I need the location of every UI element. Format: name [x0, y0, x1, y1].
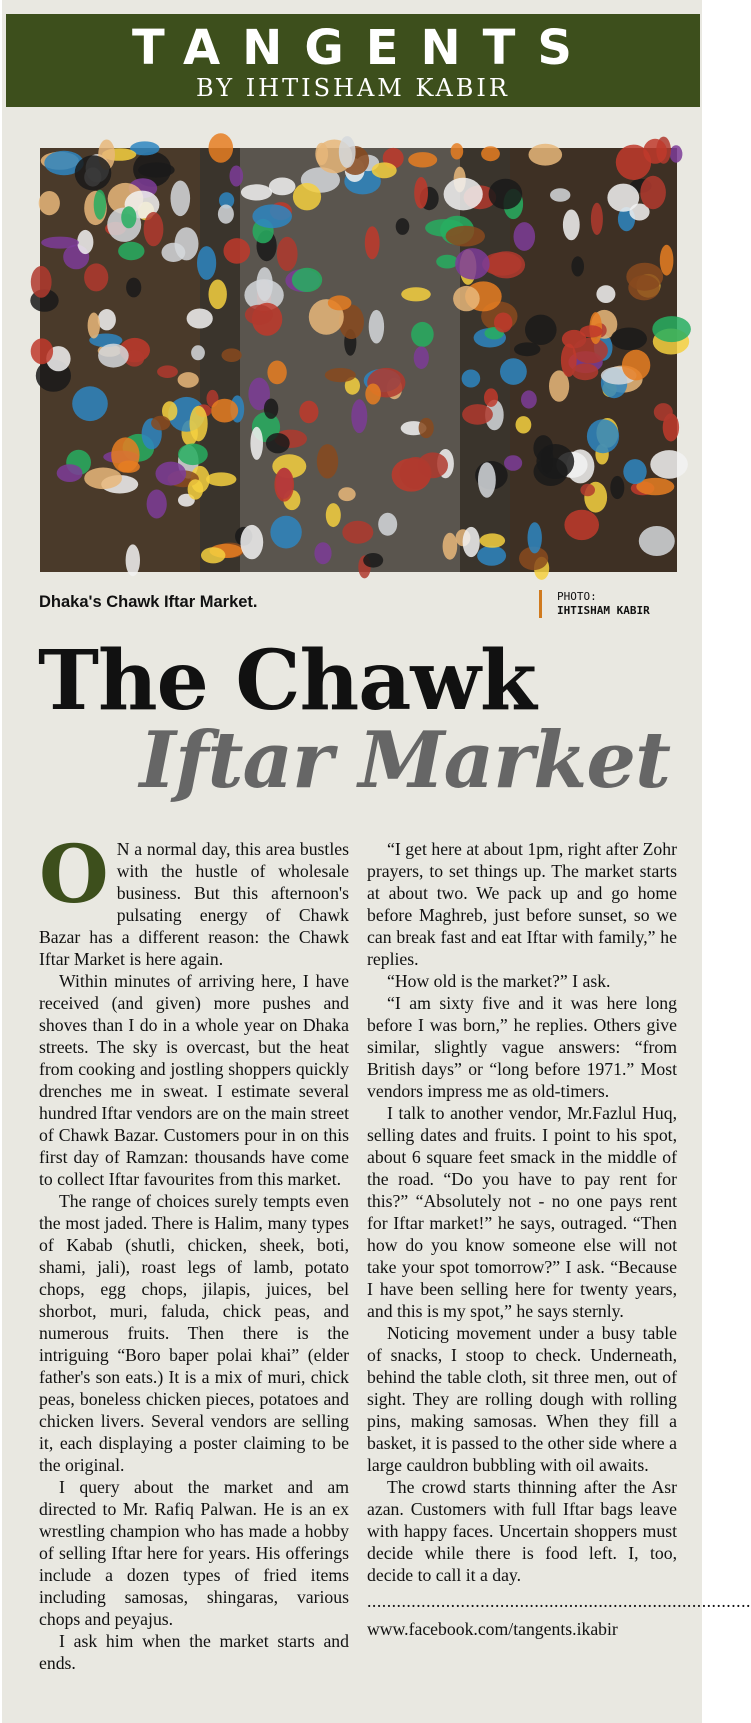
photo-credit — [539, 590, 650, 618]
article-paragraph: I query about the market and am directed to Mr. Rafiq Palwan. He is an ex wrestling champion who has made a hobby of selling Iftar here for years. His offerings include a dozen types of fried items including samosas, shingaras, various chops and peyajus. — [39, 1477, 349, 1629]
article-paragraph: I ask him when the market starts and ends. — [39, 1631, 349, 1673]
article-paragraph: “I get here at about 1pm, right after Zohr prayers, to set things up. The market starts at about two. We pack up and go home before Maghreb, just before sunset, so we can break fast and eat Iftar with family,” he replies. — [367, 839, 677, 969]
column-byline: BY IHTISHAM KABIR — [196, 74, 510, 102]
market-photo-image — [40, 148, 677, 572]
article-paragraph: “I am sixty five and it was here long before I was born,” he replies. Others give similar, slightly vague answers: “from British days” or “long before 1971.” Most vendors impress me as old-timers. — [367, 993, 677, 1101]
market-photo — [40, 148, 677, 572]
drop-cap: O — [39, 827, 109, 921]
article-paragraph: Noticing movement under a busy table of snacks, I stoop to check. Underneath, behind the table cloth, sit three men, out of sight. They are rolling dough with rolling pins, making samosas. When they fill a basket, it is passed to the other side where a large cauldron bubbling with oil awaits. — [367, 1323, 677, 1475]
article-paragraph: The range of choices surely tempts even the most jaded. There is Halim, many types of Kabab (shutli, chicken, sheek, boti, shami, jali), roast legs of lamb, potato chops, egg chops, jilapis, juices, bel shorbot, muri, faluda, chick peas, and numerous fruits. Then there is the intriguing “Boro baper polai khai” (elder father's son eats.) It is a mix of muri, chick peas, boneless chicken pieces, potatoes and chicken livers. Several vendors are selling it, each displaying a poster claiming to be the original. — [39, 1191, 349, 1475]
photo-credit-name: IHTISHAM KABIR — [557, 604, 650, 617]
paragraph-text: N a normal day, this area bustles with the hustle of wholesale business. But this afternoon's pulsating energy of Chawk Bazar has a different reason: the Chawk Iftar Market is here again. — [39, 839, 349, 969]
dotted-divider: .............................................................................. — [367, 1591, 751, 1611]
article-column-1 — [39, 827, 349, 1674]
headline-line-2: Iftar Market — [139, 715, 670, 806]
photo-credit-label: PHOTO: — [557, 590, 597, 603]
article-column-2 — [367, 838, 751, 1640]
article-paragraph: “How old is the market?” I ask. — [387, 971, 611, 991]
article-paragraph: I talk to another vendor, Mr.Fazlul Huq, selling dates and fruits. I point to his spot, about 6 square feet smack in the middle of the road. “Do you have to pay rent for this?” “Absolutely not - no one pays rent for Iftar market!” he says, outraged. “Then how do you know someone else will not take your spot tomorrow?” I ask. “Because I have been selling here for twenty years, and this is my spot,” he says sternly. — [367, 1103, 677, 1321]
column-masthead — [6, 14, 700, 107]
photo-caption: Dhaka's Chawk Iftar Market. — [39, 593, 258, 611]
column-title: TANGENTS — [131, 20, 594, 76]
article-paragraph: Within minutes of arriving here, I have received (and given) more pushes and shoves than I do in a whole year on Dhaka streets. The sky is overcast, but the heat from cooking and jostling shoppers quickly drenches me in sweat. I estimate several hundred Iftar vendors are on the main street of Chawk Bazar. Customers pour in on this first day of Ramzan: thousands have come to collect Iftar favourites from this market. — [39, 971, 349, 1189]
author-facebook-url: www.facebook.com/tangents.ikabir — [367, 1619, 618, 1639]
article-paragraph: The crowd starts thinning after the Asr azan. Customers with full Iftar bags leave with happy faces. Uncertain shoppers must decide while there is food left. I, too, decide to call it a day. — [367, 1477, 677, 1585]
newspaper-page — [2, 0, 751, 1723]
article-paragraph — [39, 827, 349, 970]
headline-line-1: The Chawk — [38, 633, 536, 729]
